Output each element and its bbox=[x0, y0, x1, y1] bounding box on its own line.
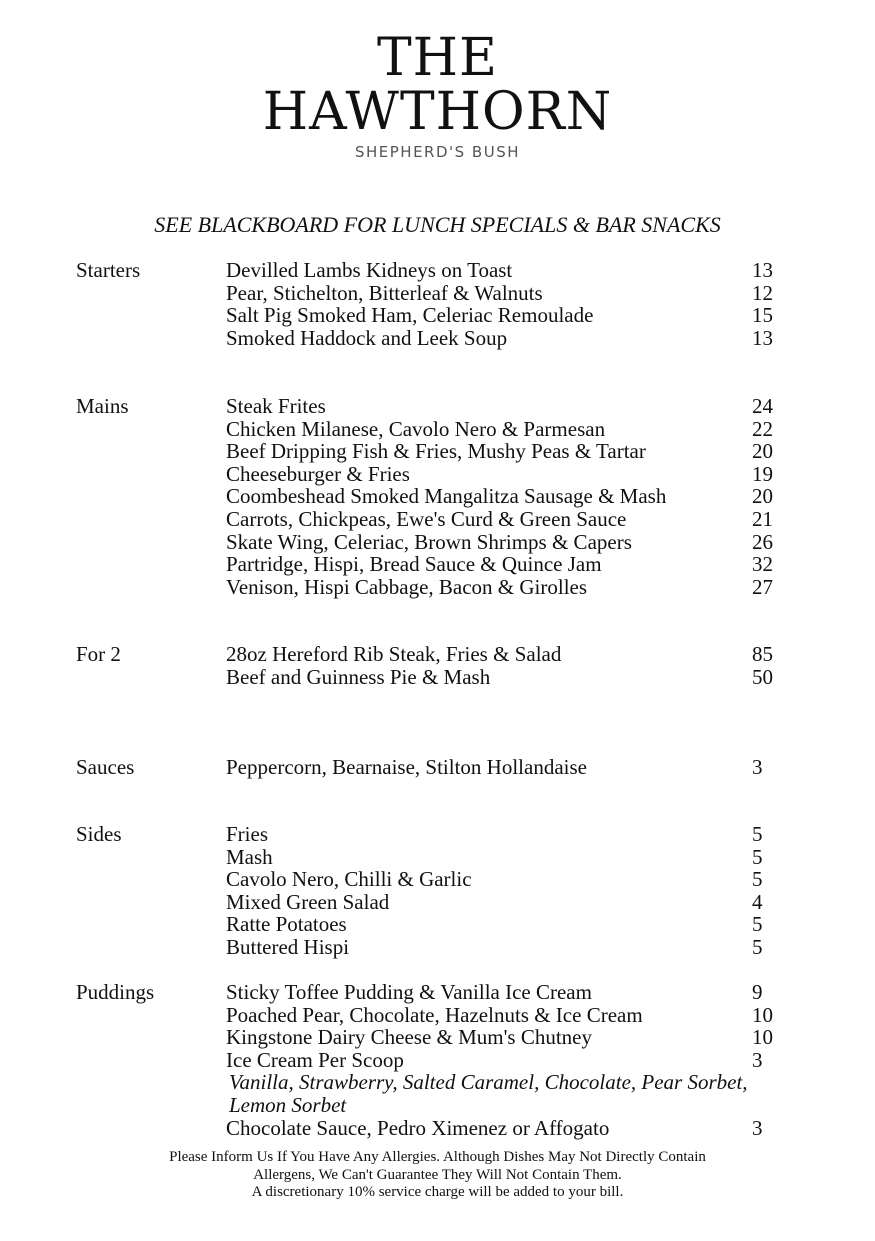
item-price: 3 bbox=[752, 1047, 763, 1072]
menu-item bbox=[0, 485, 875, 508]
menu-item bbox=[0, 576, 875, 599]
item-name: Venison, Hispi Cabbage, Bacon & Girolles bbox=[226, 574, 588, 599]
ice-cream-flavours: Vanilla, Strawberry, Salted Caramel, Chocolate, Pear Sorbet, Lemon Sorbet bbox=[229, 1070, 748, 1117]
item-price: 15 bbox=[752, 303, 773, 328]
menu-item bbox=[0, 395, 875, 418]
item-price: 26 bbox=[752, 529, 773, 554]
section-label: Starters bbox=[76, 258, 141, 282]
item-name: Poached Pear, Chocolate, Hazelnuts & Ice Cream bbox=[226, 1002, 643, 1027]
menu-item bbox=[0, 913, 875, 936]
item-name: Beef Dripping Fish & Fries, Mushy Peas & Tartar bbox=[226, 439, 646, 464]
item-name: Sticky Toffee Pudding & Vanilla Ice Cream bbox=[226, 980, 592, 1004]
item-price: 3 bbox=[752, 1115, 763, 1140]
item-name: Ratte Potatoes bbox=[226, 912, 347, 937]
item-name: Chicken Milanese, Cavolo Nero & Parmesan bbox=[226, 416, 606, 441]
menu-item bbox=[0, 508, 875, 531]
item-price: 5 bbox=[752, 935, 763, 959]
item-name: Smoked Haddock and Leek Soup bbox=[226, 325, 508, 350]
item-price: 20 bbox=[752, 484, 773, 509]
item-name: Mash bbox=[226, 844, 273, 869]
menu-item bbox=[0, 1004, 875, 1027]
item-name: Coombeshead Smoked Mangalitza Sausage & Mash bbox=[226, 484, 667, 509]
section-label: Mains bbox=[76, 394, 129, 418]
item-name: Mixed Green Salad bbox=[226, 889, 390, 914]
menu-item bbox=[0, 981, 875, 1004]
section-label: For 2 bbox=[76, 642, 121, 666]
item-name: Chocolate Sauce, Pedro Ximenez or Affogato bbox=[226, 1115, 610, 1140]
menu-item bbox=[0, 327, 875, 350]
menu-item bbox=[0, 531, 875, 554]
menu-item bbox=[0, 304, 875, 327]
menu-item bbox=[0, 756, 875, 779]
item-name: Beef and Guinness Pie & Mash bbox=[226, 664, 491, 689]
item-price: 10 bbox=[752, 1002, 773, 1027]
menu-item bbox=[0, 463, 875, 486]
allergy-notice-line2: Allergens, We Can't Guarantee They Will Not Contain Them. bbox=[253, 1166, 622, 1183]
item-price: 9 bbox=[752, 980, 763, 1004]
item-name: Peppercorn, Bearnaise, Stilton Hollandaise bbox=[226, 755, 587, 779]
item-name: Cheeseburger & Fries bbox=[226, 461, 410, 486]
item-name: 28oz Hereford Rib Steak, Fries & Salad bbox=[226, 642, 562, 666]
item-price: 20 bbox=[752, 439, 773, 464]
item-name: Pear, Stichelton, Bitterleaf & Walnuts bbox=[226, 280, 543, 305]
item-price: 50 bbox=[752, 664, 773, 689]
item-price: 13 bbox=[752, 258, 773, 282]
item-name: Salt Pig Smoked Ham, Celeriac Remoulade bbox=[226, 303, 594, 328]
menu-item bbox=[0, 1026, 875, 1049]
item-price: 19 bbox=[752, 461, 773, 486]
item-name: Carrots, Chickpeas, Ewe's Curd & Green Sauce bbox=[226, 507, 627, 531]
restaurant-title-line2: HAWTHORN bbox=[262, 82, 613, 142]
item-price: 4 bbox=[752, 889, 763, 914]
item-price: 5 bbox=[752, 844, 763, 869]
item-price: 5 bbox=[752, 867, 763, 892]
item-price: 5 bbox=[752, 822, 763, 846]
service-charge-notice: A discretionary 10% service charge will be added to your bill. bbox=[251, 1184, 624, 1200]
item-name: Steak Frites bbox=[226, 394, 326, 418]
item-name: Fries bbox=[226, 822, 268, 846]
menu-item bbox=[0, 823, 875, 846]
item-name: Partridge, Hispi, Bread Sauce & Quince Jam bbox=[226, 552, 602, 577]
menu-item bbox=[0, 282, 875, 305]
item-name: Cavolo Nero, Chilli & Garlic bbox=[226, 867, 472, 892]
menu-item bbox=[0, 259, 875, 282]
item-name: Ice Cream Per Scoop bbox=[226, 1047, 404, 1072]
section-label: Puddings bbox=[76, 980, 155, 1004]
menu-item bbox=[0, 643, 875, 666]
menu-item bbox=[0, 891, 875, 914]
menu-item bbox=[0, 553, 875, 576]
restaurant-location: SHEPHERD'S BUSH bbox=[354, 143, 521, 161]
item-name: Buttered Hispi bbox=[226, 935, 350, 959]
menu-item bbox=[0, 666, 875, 689]
item-price: 24 bbox=[752, 394, 773, 418]
section-label: Sauces bbox=[76, 755, 135, 779]
menu-item bbox=[0, 846, 875, 869]
item-name: Kingstone Dairy Cheese & Mum's Chutney bbox=[226, 1025, 592, 1050]
item-price: 85 bbox=[752, 642, 773, 666]
item-price: 3 bbox=[752, 755, 763, 779]
allergy-notice-line1: Please Inform Us If You Have Any Allergies. Although Dishes May Not Directly Contain bbox=[169, 1149, 706, 1165]
item-price: 5 bbox=[752, 912, 763, 937]
menu-item bbox=[0, 440, 875, 463]
restaurant-title-line1: THE bbox=[377, 28, 498, 88]
menu-item bbox=[0, 418, 875, 441]
item-name: Devilled Lambs Kidneys on Toast bbox=[226, 258, 513, 282]
menu-item bbox=[0, 1117, 875, 1140]
menu-item bbox=[0, 936, 875, 959]
item-price: 12 bbox=[752, 280, 773, 305]
menu-item bbox=[0, 1049, 875, 1072]
item-price: 13 bbox=[752, 325, 773, 350]
specials-notice: SEE BLACKBOARD FOR LUNCH SPECIALS & BAR SNACKS bbox=[154, 212, 721, 237]
item-price: 10 bbox=[752, 1025, 773, 1050]
item-price: 27 bbox=[752, 574, 773, 599]
item-price: 21 bbox=[752, 507, 773, 531]
item-price: 22 bbox=[752, 416, 773, 441]
item-price: 32 bbox=[752, 552, 773, 577]
menu-item bbox=[0, 868, 875, 891]
item-name: Skate Wing, Celeriac, Brown Shrimps & Capers bbox=[226, 529, 632, 554]
section-label: Sides bbox=[76, 822, 122, 846]
